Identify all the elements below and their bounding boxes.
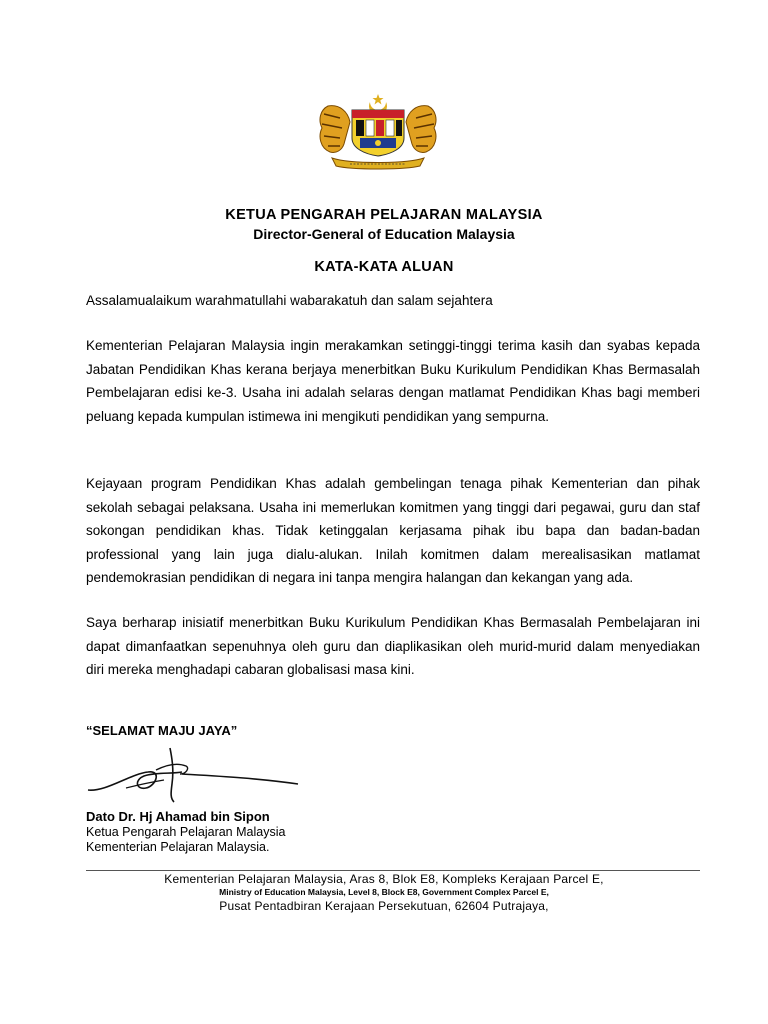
footer-address-malay: Kementerian Pelajaran Malaysia, Aras 8, Blok E8, Kompleks Kerajaan Parcel E, [164, 872, 604, 886]
footer-address-english: Ministry of Education Malaysia, Level 8, Block E8, Government Complex Parcel E, [219, 887, 549, 897]
paragraph-3: Saya berharap inisiatif menerbitkan Buku Kurikulum Pendidikan Khas Bermasalah Pembelajaran ini dapat dimanfaatkan sepenuhnya oleh guru dan diaplikasikan oleh murid-murid dalam menyediakan diri mereka menghadapi cabaran globalisasi masa kini. [86, 615, 700, 677]
signer-ministry: Kementerian Pelajaran Malaysia. [86, 840, 270, 854]
paragraph-2: Kejayaan program Pendidikan Khas adalah gembelingan tenaga pihak Kementerian dan pihak sekolah sebagai pelaksana. Usaha ini memerlukan komitmen yang tinggi dari pegawai, guru dan staf sokongan pendidikan khas. Tidak ketinggalan kerjasama pihak ibu bapa dan badan-badan professional yang lain juga dialu-alukan. Inilah komitmen dalam merealisasikan matlamat pendemokrasian pendidikan di negara ini tanpa mengira halangan dan kekangan yang ada. [86, 476, 700, 585]
closing-wish: “SELAMAT MAJU JAYA” [86, 723, 238, 738]
director-title-malay: KETUA PENGARAH PELAJARAN MALAYSIA [225, 207, 543, 223]
letter-heading: KATA-KATA ALUAN [314, 259, 454, 275]
paragraph-1: Kementerian Pelajaran Malaysia ingin merakamkan setinggi-tinggi terima kasih dan syabas kepada Jabatan Pendidikan Khas kerana berjaya menerbitkan Buku Kurikulum Pendidikan Khas Bermasalah Pembelajaran edisi ke-3. Usaha ini adalah selaras dengan matlamat Pendidikan Khas bagi memberi peluang kepada kumpulan istimewa ini mengikuti pendidikan yang sempurna. [86, 338, 700, 424]
malaysia-coat-of-arms-icon [310, 92, 446, 170]
footer-address-city: Pusat Pentadbiran Kerajaan Persekutuan, 62604 Putrajaya, [219, 899, 549, 913]
director-title-english: Director-General of Education Malaysia [253, 226, 515, 242]
footer-divider [86, 870, 700, 871]
greeting: Assalamualaikum warahmatullahi wabarakatuh dan salam sejahtera [86, 293, 493, 308]
signer-title: Ketua Pengarah Pelajaran Malaysia [86, 825, 286, 839]
handwritten-signature-icon [86, 744, 300, 806]
signer-name: Dato Dr. Hj Ahamad bin Sipon [86, 809, 270, 824]
